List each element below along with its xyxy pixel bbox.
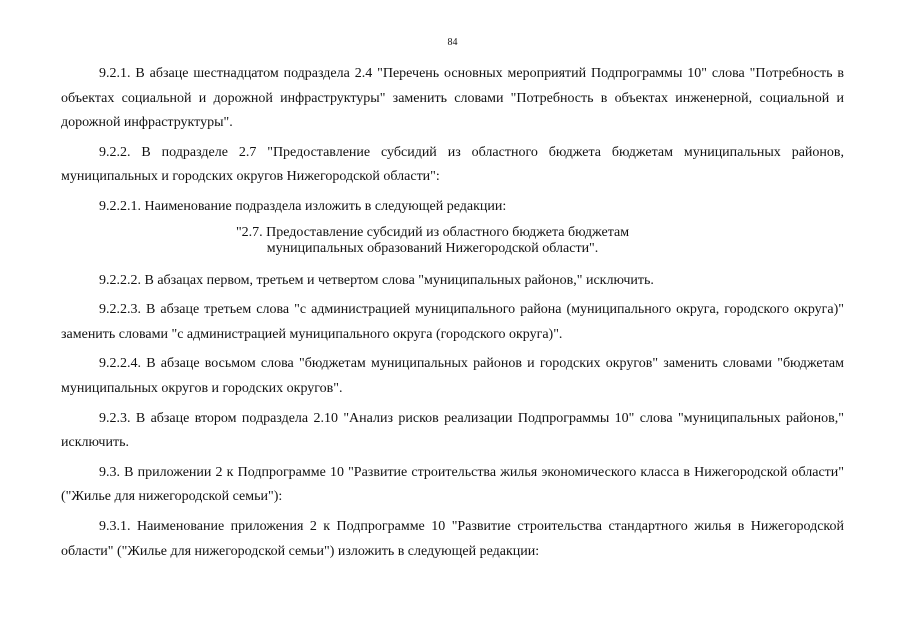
section-title-line-2: муниципальных образований Нижегородской области". (266, 240, 599, 256)
paragraph-9-2-2-4: 9.2.2.4. В абзаце восьмом слова "бюджетам муниципальных районов и городских округов" заменить словами "бюджетам муниципальных округов и городских округов". (61, 356, 844, 396)
section-title-line-1: "2.7. Предоставление субсидий из областного бюджета бюджетам (235, 224, 630, 240)
page-number: 84 (447, 37, 458, 48)
paragraph-9-2-2: 9.2.2. В подразделе 2.7 "Предоставление субсидий из областного бюджета бюджетам муниципальных районов, муниципальных и городских округов Нижегородской области": (61, 144, 844, 185)
paragraph-9-3: 9.3. В приложении 2 к Подпрограмме 10 "Развитие строительства жилья экономического класса в Нижегородской области" ("Жилье для нижегородской семьи"): (61, 464, 844, 505)
paragraph-9-2-2-3: 9.2.2.3. В абзаце третьем слова "с администрацией муниципального района (муниципального округа, городского округа)" заменить словами "с администрацией муниципального округа (городского округа)". (61, 302, 844, 342)
paragraph-9-2-2-1: 9.2.2.1. Наименование подраздела изложить в следующей редакции: (99, 198, 507, 214)
paragraph-9-2-1: 9.2.1. В абзаце шестнадцатом подраздела 2.4 "Перечень основных мероприятий Подпрограммы 10" слова "Потребность в объектах социальной и дорожной инфраструктуры" заменить словами "Потребность в объектах инженерной, социальной и дорожной инфраструктуры". (61, 66, 844, 131)
paragraph-9-3-1: 9.3.1. Наименование приложения 2 к Подпрограмме 10 "Развитие строительства стандартного жилья в Нижегородской области" ("Жилье для нижегородской семьи") изложить в следующей редакции: (61, 518, 844, 559)
paragraph-9-2-2-2: 9.2.2.2. В абзацах первом, третьем и четвертом слова "муниципальных районов," исключить. (99, 272, 654, 288)
paragraph-9-2-3: 9.2.3. В абзаце втором подраздела 2.10 "Анализ рисков реализации Подпрограммы 10" слова "муниципальных районов," исключить. (61, 410, 844, 451)
document-body (61, 62, 844, 569)
quoted-section-title (61, 225, 844, 257)
